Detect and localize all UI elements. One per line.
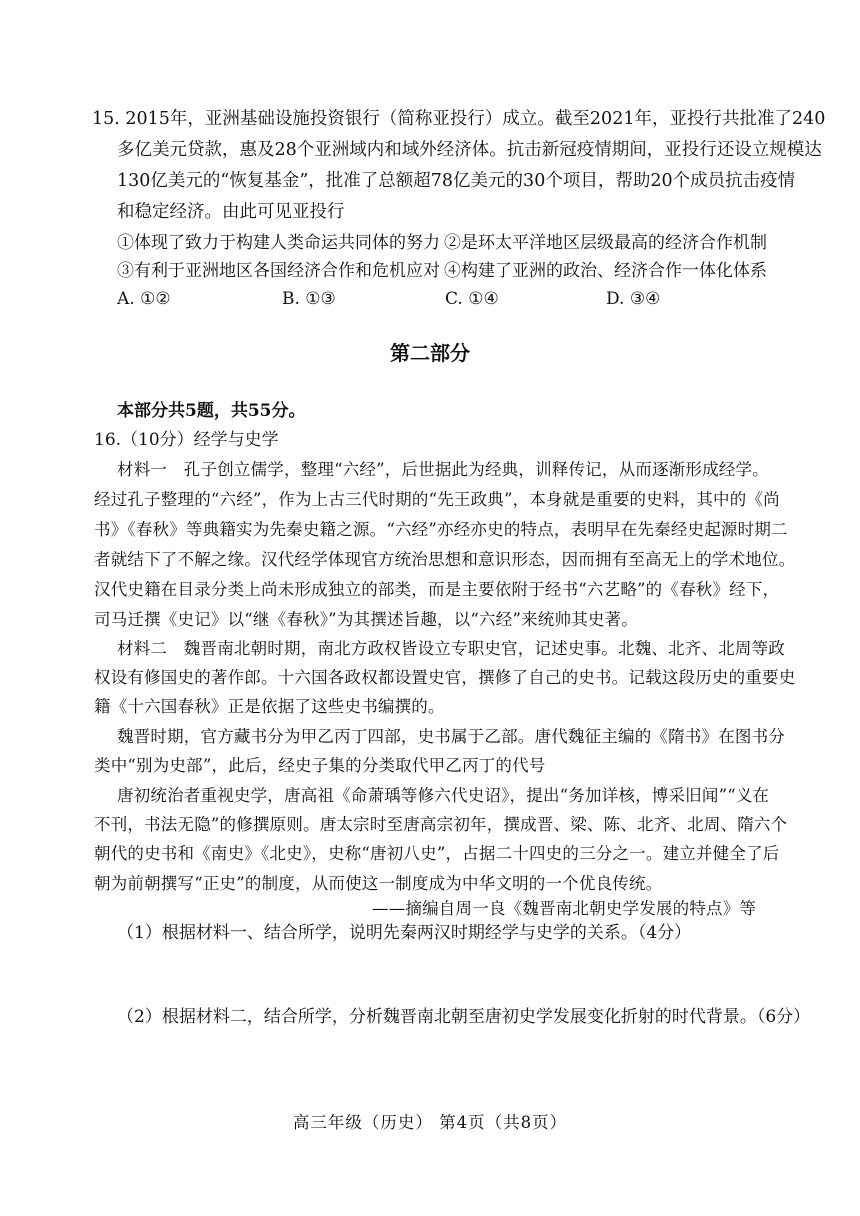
q15-option-b: B. ①③ xyxy=(282,289,336,309)
q15-stem-line-1: 15. 2015年，亚洲基础设施投资银行（简称亚投行）成立。截至2021年，亚投行共批准了240 xyxy=(92,109,826,129)
material-1-line-2: 经过孔子整理的“六经”，作为上古三代时期的“先王政典”，本身就是重要的史料，其中的《尚 xyxy=(94,490,780,509)
q15-item-1: ①体现了致力于构建人类命运共同体的努力 xyxy=(117,233,440,253)
material-2-line-1: 材料二 魏晋南北朝时期，南北方政权皆设立专职史官，记述史事。北魏、北齐、北周等政 xyxy=(117,639,785,658)
q15-option-d: D. ③④ xyxy=(606,289,661,309)
page-footer: 高三年级（历史） 第4页（共8页） xyxy=(292,1113,568,1132)
q15-stem-line-4: 和稳定经济。由此可见亚投行 xyxy=(117,202,345,222)
material-2-line-3: 籍《十六国春秋》正是依据了这些史书编撰的。 xyxy=(94,697,445,716)
material-2-line-6: 唐初统治者重视史学，唐高祖《命萧瑀等修六代史诏》，提出“务加详核，博采旧闻”“义在 xyxy=(117,786,770,805)
q16-subquestion-1: （1）根据材料一、结合所学，说明先秦两汉时期经学与史学的关系。（4分） xyxy=(117,923,692,943)
q15-option-c: C. ①④ xyxy=(445,289,499,309)
q15-item-3: ③有利于亚洲地区各国经济合作和危机应对 xyxy=(117,261,440,281)
q15-item-4: ④构建了亚洲的政治、经济合作一体化体系 xyxy=(444,261,767,281)
material-1-line-1: 材料一 孔子创立儒学，整理“六经”，后世据此为经典，训释传记，从而逐渐形成经学。 xyxy=(117,460,769,479)
material-1-line-3: 书》《春秋》等典籍实为先秦史籍之源。“六经”亦经亦史的特点，表明早在先秦经史起源时期二 xyxy=(94,520,788,539)
q16-subquestion-2: （2）根据材料二，结合所学，分析魏晋南北朝至唐初史学发展变化折射的时代背景。（6分） xyxy=(117,1007,811,1027)
material-2-line-5: 类中“别为史部”，此后，经史子集的分类取代甲乙丙丁的代号 xyxy=(94,756,546,775)
material-2-line-7: 不刊，书法无隐”的修撰原则。唐太宗时至唐高宗初年，撰成晋、梁、陈、北齐、北周、隋六个 xyxy=(94,815,788,834)
section-intro: 本部分共5题，共55分。 xyxy=(117,401,306,421)
material-2-line-2: 权设有修国史的著作郎。十六国各政权都设置史官，撰修了自己的史书。记载这段历史的重要史 xyxy=(94,668,796,687)
material-2-line-4: 魏晋时期，官方藏书分为甲乙丙丁四部，史书属于乙部。唐代魏征主编的《隋书》在图书分 xyxy=(117,727,785,746)
material-1-line-6: 司马迁撰《史记》以“继《春秋》”为其撰述旨趣，以“六经”来统帅其史著。 xyxy=(94,610,638,629)
q15-item-2: ②是环太平洋地区层级最高的经济合作机制 xyxy=(444,233,767,253)
q15-stem-line-2: 多亿美元贷款，惠及28个亚洲域内和域外经济体。抗击新冠疫情期间，亚投行还设立规模达 xyxy=(117,140,822,160)
q15-stem-line-3: 130亿美元的“恢复基金”，批准了总额超78亿美元的30个项目，帮助20个成员抗击疫情 xyxy=(117,171,796,191)
material-source: ——摘编自周一良《魏晋南北朝史学发展的特点》等 xyxy=(372,899,757,918)
material-1-line-4: 者就结下了不解之缘。汉代经学体现官方统治思想和意识形态，因而拥有至高无上的学术地位。 xyxy=(94,550,796,569)
q16-title: 16.（10分）经学与史学 xyxy=(94,430,279,450)
material-1-line-5: 汉代史籍在目录分类上尚未形成独立的部类，而是主要依附于经书“六艺略”的《春秋》经下， xyxy=(94,580,780,599)
q15-option-a: A. ①② xyxy=(117,289,171,309)
section-title: 第二部分 xyxy=(390,341,470,365)
material-2-line-8: 朝代的史书和《南史》《北史》，史称“唐初八史”，占据二十四史的三分之一。建立并健全了后 xyxy=(94,844,780,863)
material-2-line-9: 朝为前朝撰写“正史”的制度，从而使这一制度成为中华文明的一个优良传统。 xyxy=(94,874,663,893)
